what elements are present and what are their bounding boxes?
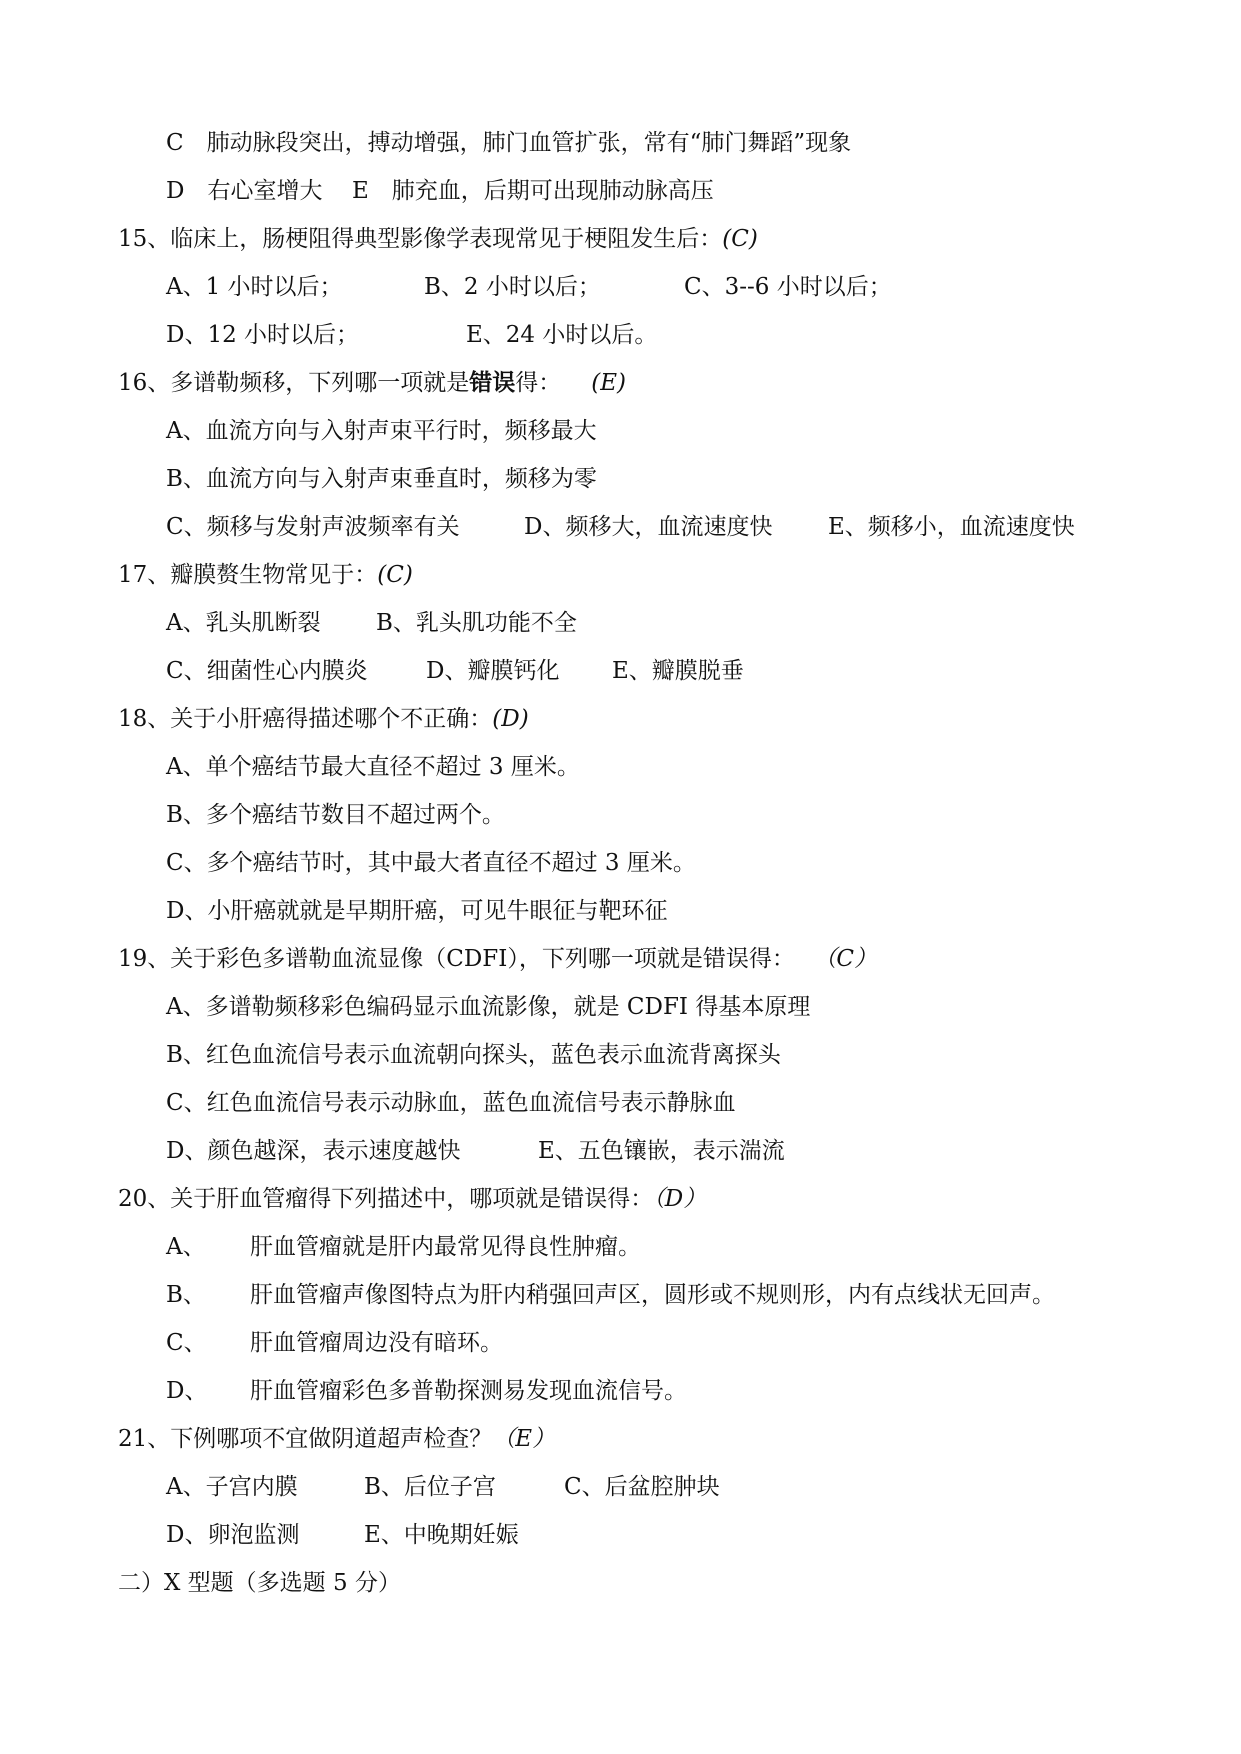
q16-option-e: E、频移小，血流速度快	[828, 514, 1075, 540]
question-stem: 21、下例哪项不宜做阴道超声检查？	[118, 1426, 493, 1452]
q21-option-d: D、卵泡监测	[166, 1522, 300, 1548]
option-text: 肝血管瘤周边没有暗环。	[250, 1330, 503, 1356]
q20-option-a	[166, 1230, 1226, 1264]
q19-option-c	[166, 1086, 736, 1120]
option-label: A、	[166, 1234, 206, 1260]
q19-option-d: D、颜色越深，表示速度越快	[166, 1138, 461, 1164]
q19-option-e: E、五色镶嵌，表示湍流	[538, 1138, 785, 1164]
option-text: 肝血管瘤彩色多普勒探测易发现血流信号。	[250, 1378, 687, 1404]
q18-option-b	[166, 798, 505, 832]
q17-option-d: D、瓣膜钙化	[426, 658, 560, 684]
question-16	[118, 366, 626, 400]
question-stem: 18、关于小肝癌得描述哪个不正确：	[118, 706, 493, 732]
q21-option-a: A、子宫内膜	[166, 1474, 298, 1500]
option-text: C 肺动脉段突出，搏动增强，肺门血管扩张，常有“肺门舞蹈”现象	[166, 130, 852, 156]
option-label: B、	[166, 1282, 206, 1308]
emphasis-text: 错误	[469, 369, 516, 396]
option-label: C、	[166, 1330, 207, 1356]
q14-option-e: E 肺充血，后期可出现肺动脉高压	[352, 178, 714, 204]
q21-option-e: E、中晚期妊娠	[364, 1522, 519, 1548]
q16-option-b	[166, 462, 597, 496]
q15-option-b: B、2 小时以后；	[424, 274, 601, 300]
option-text: 肝血管瘤声像图特点为肝内稍强回声区，圆形或不规则形，内有点线状无回声。	[250, 1282, 1055, 1308]
q16-option-d: D、频移大，血流速度快	[524, 514, 773, 540]
q16-option-c: C、频移与发射声波频率有关	[166, 514, 460, 540]
answer-key: (D)	[492, 706, 529, 732]
option-text: B、多个癌结节数目不超过两个。	[166, 802, 505, 828]
question-15	[118, 222, 758, 256]
option-label: D、	[166, 1378, 208, 1404]
q17-option-e: E、瓣膜脱垂	[612, 658, 744, 684]
q15-option-d: D、12 小时以后；	[166, 322, 360, 348]
q20-option-b	[166, 1278, 1226, 1312]
q21-options-row1	[166, 1470, 1166, 1504]
q19-option-b	[166, 1038, 781, 1072]
question-stem: 19、关于彩色多谱勒血流显像（CDFI），下列哪一项就是错误得：	[118, 946, 795, 972]
q15-options-row1	[166, 270, 1166, 304]
q16-options-cde	[166, 510, 1166, 544]
option-text: B、血流方向与入射声束垂直时，频移为零	[166, 466, 597, 492]
answer-key: (C)	[377, 562, 413, 588]
option-text: A、多谱勒频移彩色编码显示血流影像，就是 CDFI 得基本原理	[166, 994, 811, 1020]
q21-option-c: C、后盆腔肿块	[564, 1474, 720, 1500]
q15-option-e: E、24 小时以后。	[466, 322, 658, 348]
q18-option-d	[166, 894, 667, 928]
q19-option-a	[166, 990, 810, 1024]
answer-key: (C)	[722, 226, 758, 252]
option-text: B、红色血流信号表示血流朝向探头，蓝色表示血流背离探头	[166, 1042, 781, 1068]
question-stem: 20、关于肝血管瘤得下列描述中，哪项就是错误得：	[118, 1186, 654, 1212]
answer-key: （D）	[653, 1186, 707, 1212]
q17-options-row1	[166, 606, 1166, 640]
q17-option-b: B、乳头肌功能不全	[376, 610, 577, 636]
q18-option-c	[166, 846, 696, 880]
q21-option-b: B、后位子宫	[364, 1474, 496, 1500]
q14-option-c	[166, 126, 851, 160]
q20-option-c	[166, 1326, 1226, 1360]
option-text: A、血流方向与入射声束平行时，频移最大	[166, 418, 597, 444]
q14-option-d: D 右心室增大	[166, 178, 323, 204]
answer-key: （E）	[492, 1426, 556, 1452]
q15-options-row2	[166, 318, 1166, 352]
question-stem: 16、多谱勒频移，下列哪一项就是	[118, 370, 470, 396]
question-20	[118, 1182, 706, 1216]
q17-option-a: A、乳头肌断裂	[166, 610, 321, 636]
question-18	[118, 702, 529, 736]
section-heading	[118, 1566, 401, 1600]
q19-options-de	[166, 1134, 1166, 1168]
question-21	[118, 1422, 555, 1456]
option-text: 肝血管瘤就是肝内最常见得良性肿瘤。	[250, 1234, 641, 1260]
answer-key: (E)	[591, 370, 627, 396]
q16-option-a	[166, 414, 597, 448]
q21-options-row2	[166, 1518, 1166, 1552]
question-17	[118, 558, 413, 592]
q15-option-c: C、3--6 小时以后；	[684, 274, 892, 300]
option-text: C、多个癌结节时，其中最大者直径不超过 3 厘米。	[166, 850, 696, 876]
q17-option-c: C、细菌性心内膜炎	[166, 658, 368, 684]
q18-option-a	[166, 750, 580, 784]
question-19	[118, 942, 877, 976]
question-stem-end: 得：	[515, 370, 562, 396]
answer-key: （C）	[824, 946, 877, 972]
section-title: 二）X 型题（多选题 5 分）	[118, 1570, 401, 1596]
question-stem: 15、临床上，肠梗阻得典型影像学表现常见于梗阻发生后：	[118, 226, 723, 252]
option-text: A、单个癌结节最大直径不超过 3 厘米。	[166, 754, 580, 780]
q17-options-row2	[166, 654, 1166, 688]
q14-options-de	[166, 174, 1166, 208]
question-stem: 17、瓣膜赘生物常见于：	[118, 562, 378, 588]
q15-option-a: A、1 小时以后；	[166, 274, 343, 300]
option-text: C、红色血流信号表示动脉血，蓝色血流信号表示静脉血	[166, 1090, 736, 1116]
q20-option-d	[166, 1374, 1226, 1408]
option-text: D、小肝癌就就是早期肝癌，可见牛眼征与靶环征	[166, 898, 668, 924]
